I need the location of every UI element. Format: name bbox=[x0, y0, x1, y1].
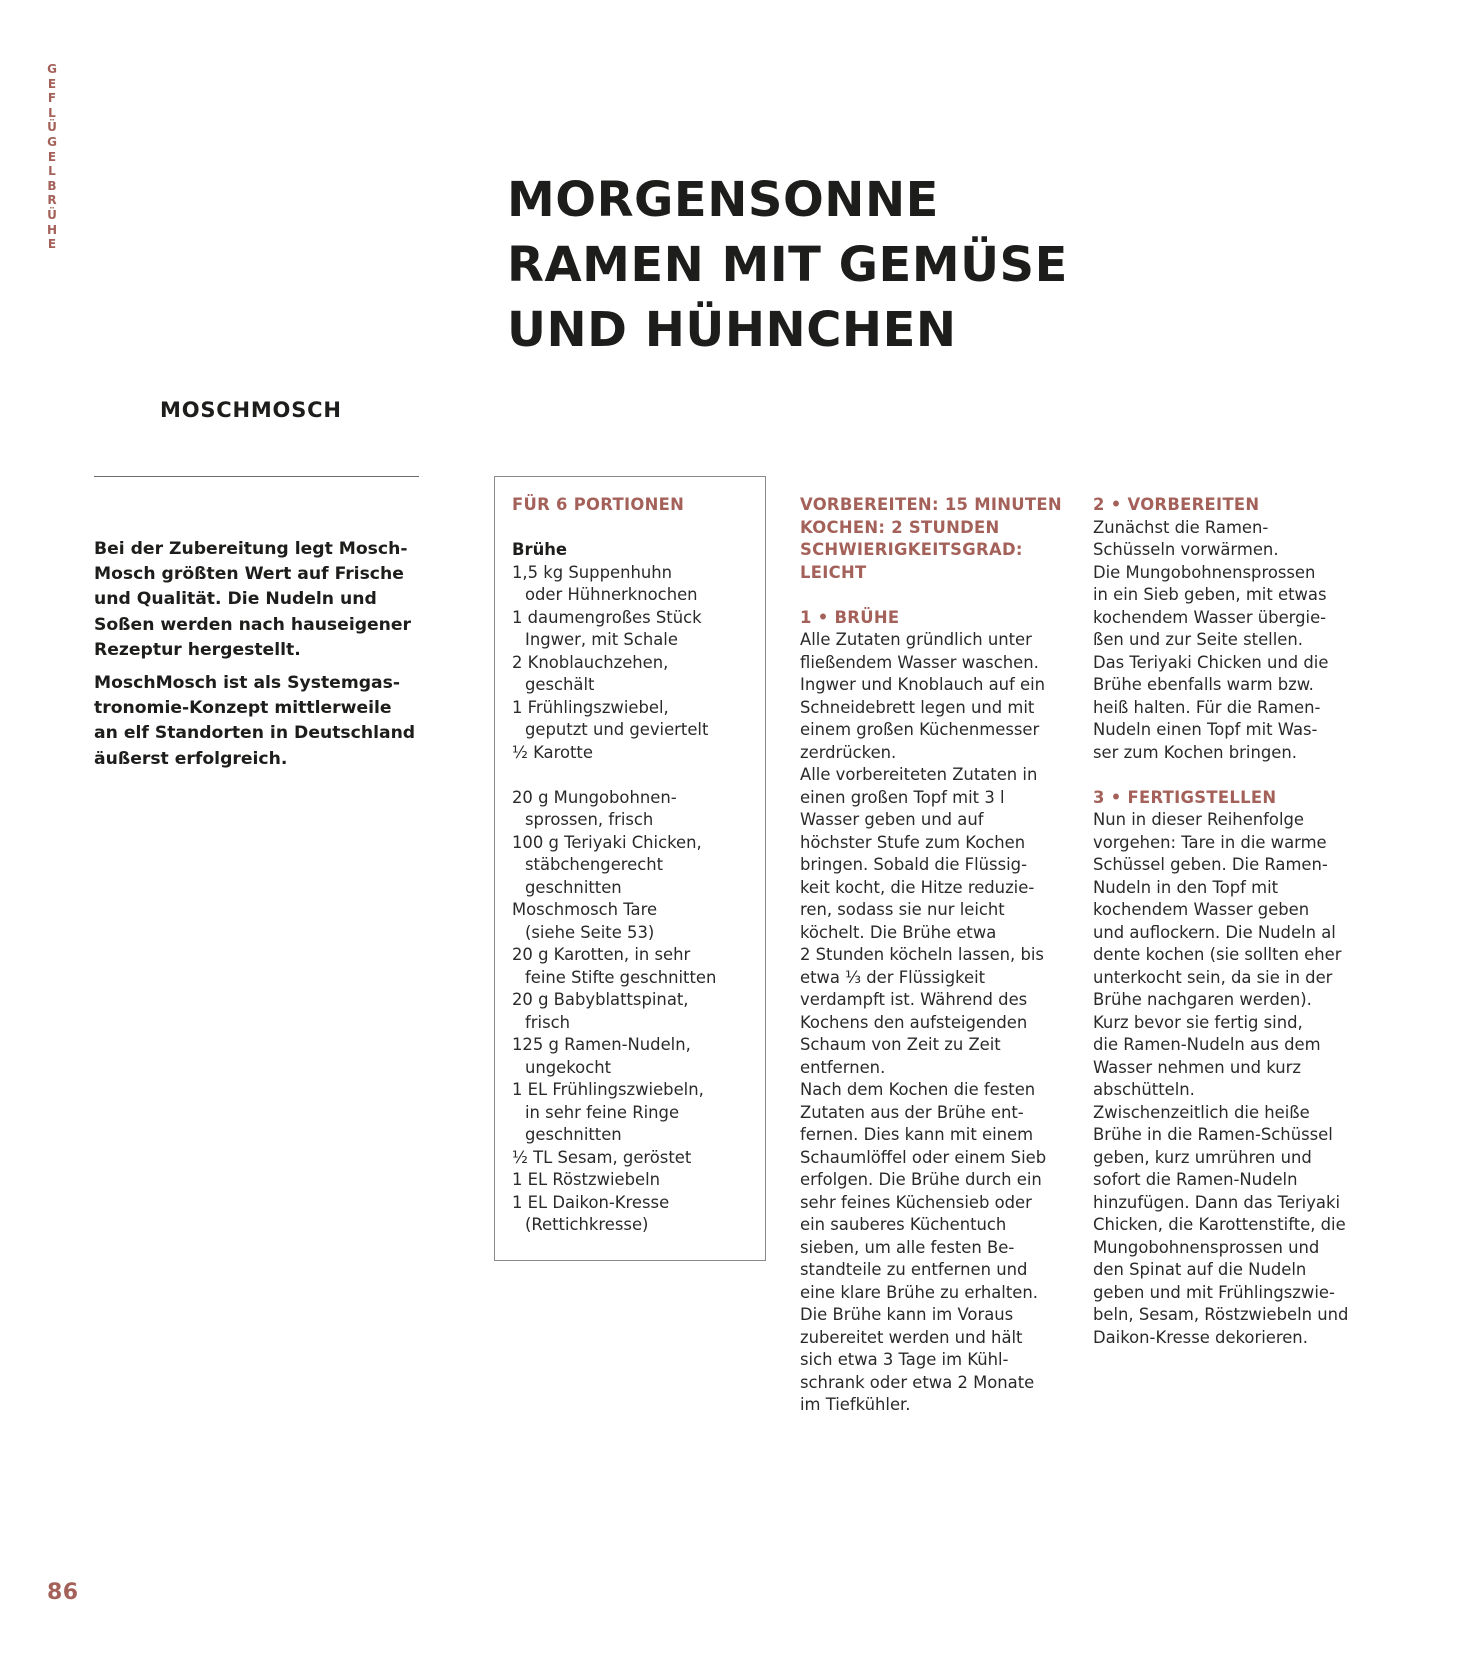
prep-meta-line: LEICHT bbox=[800, 562, 867, 582]
ingredient-item bbox=[512, 899, 716, 944]
step-text-line: Schaum von Zeit zu Zeit bbox=[800, 1035, 1001, 1054]
step-text-line: Chicken, die Karottenstifte, die bbox=[1093, 1215, 1346, 1234]
ingredient-group-1 bbox=[512, 562, 716, 765]
step-text-line: ser zum Kochen bringen. bbox=[1093, 742, 1297, 762]
ingredients-column bbox=[512, 494, 716, 1237]
servings-heading: FÜR 6 PORTIONEN bbox=[512, 495, 685, 514]
section-side-label bbox=[45, 62, 59, 252]
step-text-line: Zunächst die Ramen- bbox=[1093, 517, 1269, 537]
ingredient-line: ½ TL Sesam, geröstet bbox=[512, 1147, 692, 1167]
ingredient-item bbox=[512, 1147, 716, 1170]
ingredient-item bbox=[512, 742, 716, 765]
ingredient-line: 1 Frühlingszwiebel, bbox=[512, 697, 669, 717]
ingredient-line: 20 g Babyblattspinat, bbox=[512, 990, 689, 1009]
step-text-line: sofort die Ramen-Nudeln bbox=[1093, 1170, 1298, 1189]
step-text-line: Nun in dieser Reihenfolge bbox=[1093, 810, 1305, 829]
intro-paragraph-2: MoschMosch ist als Systemgas- tronomie-Konzept mittlerweile an elf Standorten in Deutschland äußerst erfolgreich. bbox=[94, 673, 416, 769]
ingredient-line: geschnitten bbox=[525, 1125, 622, 1144]
step-text-line: ßen und zur Seite stellen. bbox=[1093, 630, 1303, 649]
step-text-line: etwa ⅓ der Flüssigkeit bbox=[800, 967, 986, 987]
step-text-line: Brühe ebenfalls warm bzw. bbox=[1093, 675, 1314, 694]
ingredient-line: 20 g Mungobohnen- bbox=[512, 787, 677, 807]
side-label-letter: Ü bbox=[47, 120, 57, 135]
step-text-line: ren, sodass sie nur leicht bbox=[800, 900, 1005, 919]
step-text-line: zerdrücken. bbox=[800, 742, 897, 762]
ingredient-line: 100 g Teriyaki Chicken, bbox=[512, 832, 702, 852]
restaurant-name: MOSCHMOSCH bbox=[160, 398, 342, 422]
ingredient-line: Ingwer, mit Schale bbox=[525, 630, 678, 649]
step-text-line: entfernen. bbox=[800, 1057, 886, 1077]
title-line-1: MORGENSONNE bbox=[507, 172, 939, 228]
ingredient-item bbox=[512, 787, 716, 832]
ingredient-line: oder Hühnerknochen bbox=[525, 585, 698, 604]
side-label-letter: E bbox=[47, 76, 57, 91]
ingredient-line: ½ Karotte bbox=[512, 742, 593, 762]
ingredient-line: 1,5 kg Suppenhuhn bbox=[512, 562, 673, 582]
step-text-line: einen großen Topf mit 3 l bbox=[800, 787, 1005, 807]
ingredient-line: feine Stifte geschnitten bbox=[525, 967, 717, 987]
ingredient-item bbox=[512, 832, 716, 900]
ingredient-line: 1 daumengroßes Stück bbox=[512, 607, 702, 627]
step-text-line: fließendem Wasser waschen. bbox=[800, 652, 1039, 672]
ingredient-item bbox=[512, 1169, 716, 1192]
step-text-line: Nudeln in den Topf mit bbox=[1093, 877, 1279, 897]
step-text-line: beln, Sesam, Röstzwiebeln und bbox=[1093, 1305, 1349, 1324]
intro-paragraph-1: Bei der Zubereitung legt Mosch- Mosch größten Wert auf Frische und Qualität. Die Nudeln und Soßen werden nach hauseigener Rezeptur hergestellt. bbox=[94, 539, 412, 660]
intro-text bbox=[94, 537, 424, 772]
broth-subheading: Brühe bbox=[512, 540, 568, 559]
step-text-line: ein sauberes Küchentuch bbox=[800, 1215, 1007, 1234]
ingredient-line: frisch bbox=[525, 1012, 571, 1032]
step-text-line: die Ramen-Nudeln aus dem bbox=[1093, 1035, 1321, 1054]
step-2-text bbox=[1093, 517, 1348, 765]
step-text-line: sieben, um alle festen Be- bbox=[800, 1237, 1015, 1257]
step-text-line: Schneidebrett legen und mit bbox=[800, 697, 1035, 717]
side-label-letter: H bbox=[46, 222, 58, 237]
step-text-line: verdampft ist. Während des bbox=[800, 990, 1028, 1009]
ingredient-line: geschnitten bbox=[525, 877, 622, 897]
step-text-line: abschütteln. bbox=[1093, 1080, 1195, 1099]
ingredient-item bbox=[512, 1034, 716, 1079]
step-text-line: Ingwer und Knoblauch auf ein bbox=[800, 675, 1046, 694]
ingredient-line: 125 g Ramen-Nudeln, bbox=[512, 1035, 691, 1054]
title-line-3: UND HÜHNCHEN bbox=[507, 302, 957, 358]
ingredient-line: geschält bbox=[525, 675, 595, 694]
side-label-letter: L bbox=[48, 105, 56, 120]
step-text-line: fernen. Dies kann mit einem bbox=[800, 1125, 1034, 1144]
ingredient-item bbox=[512, 944, 716, 989]
step-text-line: Daikon-Kresse dekorieren. bbox=[1093, 1327, 1308, 1347]
step-text-line: 2 Stunden köcheln lassen, bis bbox=[800, 945, 1044, 964]
step-text-line: geben und mit Frühlingszwie- bbox=[1093, 1282, 1335, 1302]
ingredient-line: 1 EL Daikon-Kresse bbox=[512, 1192, 670, 1212]
step-text-line: eine klare Brühe zu erhalten. bbox=[800, 1282, 1038, 1302]
step-text-line: sich etwa 3 Tage im Kühl- bbox=[800, 1350, 1009, 1369]
side-label-letter: Ü bbox=[47, 207, 57, 222]
ingredient-line: 20 g Karotten, in sehr bbox=[512, 945, 691, 964]
ingredient-line: stäbchengerecht bbox=[525, 855, 664, 874]
step-3-heading: 3 • FERTIGSTELLEN bbox=[1093, 787, 1277, 807]
step-text-line: Das Teriyaki Chicken und die bbox=[1093, 652, 1329, 672]
prep-meta bbox=[800, 494, 1062, 584]
side-label-letter: G bbox=[47, 62, 57, 76]
step-2-heading: 2 • VORBEREITEN bbox=[1093, 495, 1260, 514]
step-text-line: höchster Stufe zum Kochen bbox=[800, 832, 1026, 852]
prep-meta-line: SCHWIERIGKEITSGRAD: bbox=[800, 540, 1023, 559]
step-text-line: kochendem Wasser übergie- bbox=[1093, 607, 1327, 627]
step-text-line: geben, kurz umrühren und bbox=[1093, 1147, 1312, 1167]
prep-meta-line: KOCHEN: 2 STUNDEN bbox=[800, 517, 1000, 537]
ingredient-line: (Rettichkresse) bbox=[525, 1215, 649, 1234]
step-text-line: und auflockern. Die Nudeln al bbox=[1093, 922, 1336, 942]
prep-meta-line: VORBEREITEN: 15 MINUTEN bbox=[800, 495, 1062, 514]
step-text-line: Kurz bevor sie fertig sind, bbox=[1093, 1012, 1303, 1032]
divider bbox=[94, 476, 419, 477]
ingredient-line: geputzt und geviertelt bbox=[525, 720, 709, 739]
ingredient-line: 1 EL Frühlingszwiebeln, bbox=[512, 1080, 704, 1099]
ingredient-line: 2 Knoblauchzehen, bbox=[512, 652, 669, 672]
side-label-letter: E bbox=[47, 237, 57, 252]
ingredient-line: ungekocht bbox=[525, 1057, 612, 1077]
step-text-line: Schüssel geben. Die Ramen- bbox=[1093, 855, 1328, 874]
title-line-2: RAMEN MIT GEMÜSE bbox=[507, 237, 1068, 293]
step-text-line: Alle Zutaten gründlich unter bbox=[800, 630, 1032, 649]
step-text-line: standteile zu entfernen und bbox=[800, 1260, 1028, 1279]
step-3-text bbox=[1093, 809, 1348, 1349]
side-label-letter: B bbox=[47, 178, 57, 193]
step-text-line: unterkocht sein, da sie in der bbox=[1093, 967, 1333, 987]
step-text-line: Nudeln einen Topf mit Was- bbox=[1093, 720, 1318, 739]
step-text-line: in ein Sieb geben, mit etwas bbox=[1093, 585, 1327, 604]
step-text-line: Kochens den aufsteigenden bbox=[800, 1012, 1028, 1032]
ingredient-line: 1 EL Röstzwiebeln bbox=[512, 1170, 661, 1189]
step-text-line: Wasser nehmen und kurz bbox=[1093, 1057, 1301, 1077]
step-text-line: zubereitet werden und hält bbox=[800, 1327, 1023, 1347]
side-label-letter: G bbox=[47, 134, 57, 149]
ingredient-line: Moschmosch Tare bbox=[512, 900, 658, 919]
ingredient-item bbox=[512, 562, 716, 607]
step-text-line: köchelt. Die Brühe etwa bbox=[800, 922, 997, 942]
step-text-line: Mungobohnensprossen und bbox=[1093, 1237, 1320, 1257]
step-text-line: vorgehen: Tare in die warme bbox=[1093, 832, 1327, 852]
ingredient-item bbox=[512, 1079, 716, 1147]
side-label-letter: R bbox=[47, 193, 57, 208]
step-text-line: hinzufügen. Dann das Teriyaki bbox=[1093, 1192, 1341, 1212]
step-text-line: keit kocht, die Hitze reduzie- bbox=[800, 877, 1035, 897]
steps-column bbox=[1093, 494, 1348, 1349]
ingredient-group-2 bbox=[512, 787, 716, 1237]
ingredient-line: sprossen, frisch bbox=[525, 810, 654, 829]
step-text-line: Alle vorbereiteten Zutaten in bbox=[800, 765, 1038, 784]
ingredient-item bbox=[512, 607, 716, 652]
step-text-line: Die Mungobohnensprossen bbox=[1093, 562, 1316, 582]
ingredient-item bbox=[512, 652, 716, 697]
side-label-letter: F bbox=[47, 91, 57, 106]
step-text-line: den Spinat auf die Nudeln bbox=[1093, 1260, 1307, 1279]
step-text-line: einem großen Küchenmesser bbox=[800, 720, 1040, 739]
step-1-heading: 1 • BRÜHE bbox=[800, 607, 900, 627]
ingredient-item bbox=[512, 989, 716, 1034]
side-label-letter: E bbox=[47, 149, 57, 164]
step-text-line: erfolgen. Die Brühe durch ein bbox=[800, 1170, 1042, 1189]
step-text-line: Wasser geben und auf bbox=[800, 810, 984, 829]
step-text-line: kochendem Wasser geben bbox=[1093, 900, 1310, 919]
step-text-line: im Tiefkühler. bbox=[800, 1395, 911, 1414]
step-text-line: Brühe in die Ramen-Schüssel bbox=[1093, 1125, 1333, 1144]
step-text-line: schrank oder etwa 2 Monate bbox=[800, 1372, 1035, 1392]
step-text-line: bringen. Sobald die Flüssig- bbox=[800, 855, 1028, 874]
ingredient-item bbox=[512, 1192, 716, 1237]
step-text-line: Zutaten aus der Brühe ent- bbox=[800, 1102, 1024, 1122]
ingredient-item bbox=[512, 697, 716, 742]
step-text-line: Schüsseln vorwärmen. bbox=[1093, 540, 1279, 559]
ingredient-line: (siehe Seite 53) bbox=[525, 922, 655, 942]
page-number: 86 bbox=[47, 1580, 79, 1605]
step-text-line: Brühe nachgaren werden). bbox=[1093, 990, 1312, 1009]
side-label-letter: L bbox=[48, 164, 56, 179]
step-text-line: dente kochen (sie sollten eher bbox=[1093, 945, 1342, 964]
ingredient-line: in sehr feine Ringe bbox=[525, 1102, 680, 1122]
preparation-column bbox=[800, 494, 1062, 1417]
step-text-line: sehr feines Küchensieb oder bbox=[800, 1192, 1032, 1212]
step-text-line: Nach dem Kochen die festen bbox=[800, 1080, 1036, 1099]
recipe-title bbox=[507, 168, 1068, 363]
step-1-text bbox=[800, 629, 1062, 1417]
step-text-line: Die Brühe kann im Voraus bbox=[800, 1305, 1014, 1324]
step-text-line: heiß halten. Für die Ramen- bbox=[1093, 697, 1321, 717]
step-text-line: Zwischenzeitlich die heiße bbox=[1093, 1102, 1310, 1122]
step-text-line: Schaumlöffel oder einem Sieb bbox=[800, 1147, 1047, 1167]
